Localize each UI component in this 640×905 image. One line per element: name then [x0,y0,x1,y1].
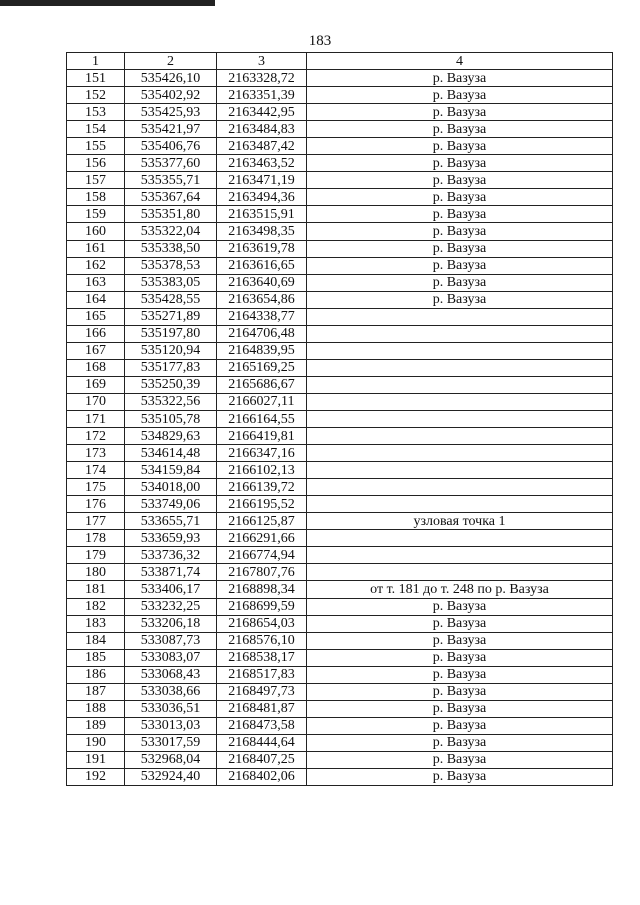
y-coordinate-cell: 2166027,11 [217,393,307,410]
x-coordinate-cell: 533406,17 [125,581,217,598]
point-number-cell: 167 [67,342,125,359]
table-row [67,138,613,155]
point-number-cell: 173 [67,445,125,462]
x-coordinate-cell: 533232,25 [125,598,217,615]
description-cell: р. Вазуза [307,768,613,785]
point-number-cell: 184 [67,632,125,649]
x-coordinate-cell: 535402,92 [125,87,217,104]
description-cell: р. Вазуза [307,598,613,615]
x-coordinate-cell: 533087,73 [125,632,217,649]
x-coordinate-cell: 533655,71 [125,513,217,530]
x-coordinate-cell: 533659,93 [125,530,217,547]
table-row [67,530,613,547]
table-row [67,393,613,410]
table-row [67,632,613,649]
y-coordinate-cell: 2166102,13 [217,462,307,479]
y-coordinate-cell: 2166774,94 [217,547,307,564]
description-cell [307,479,613,496]
point-number-cell: 152 [67,87,125,104]
description-cell: р. Вазуза [307,240,613,257]
y-coordinate-cell: 2166419,81 [217,428,307,445]
x-coordinate-cell: 535377,60 [125,155,217,172]
x-coordinate-cell: 533736,32 [125,547,217,564]
description-cell: р. Вазуза [307,734,613,751]
description-cell: р. Вазуза [307,615,613,632]
table-row [67,257,613,274]
point-number-cell: 176 [67,496,125,513]
y-coordinate-cell: 2168481,87 [217,700,307,717]
description-cell: р. Вазуза [307,138,613,155]
x-coordinate-cell: 533017,59 [125,734,217,751]
point-number-cell: 154 [67,121,125,138]
point-number-cell: 188 [67,700,125,717]
x-coordinate-cell: 535426,10 [125,70,217,87]
description-cell [307,496,613,513]
point-number-cell: 162 [67,257,125,274]
point-number-cell: 165 [67,308,125,325]
x-coordinate-cell: 534159,84 [125,462,217,479]
y-coordinate-cell: 2163616,65 [217,257,307,274]
description-cell: р. Вазуза [307,700,613,717]
point-number-cell: 177 [67,513,125,530]
x-coordinate-cell: 532968,04 [125,751,217,768]
description-cell [307,462,613,479]
y-coordinate-cell: 2163654,86 [217,291,307,308]
table-row [67,462,613,479]
x-coordinate-cell: 535120,94 [125,342,217,359]
y-coordinate-cell: 2163498,35 [217,223,307,240]
y-coordinate-cell: 2166195,52 [217,496,307,513]
table-row [67,717,613,734]
description-cell [307,530,613,547]
table-row [67,206,613,223]
table-row [67,734,613,751]
description-cell: р. Вазуза [307,87,613,104]
x-coordinate-cell: 535378,53 [125,257,217,274]
point-number-cell: 192 [67,768,125,785]
point-number-cell: 182 [67,598,125,615]
point-number-cell: 163 [67,274,125,291]
header-col-2: 2 [125,53,217,70]
x-coordinate-cell: 535338,50 [125,240,217,257]
description-cell: р. Вазуза [307,666,613,683]
table-row [67,189,613,206]
point-number-cell: 185 [67,649,125,666]
y-coordinate-cell: 2163494,36 [217,189,307,206]
table-row [67,615,613,632]
point-number-cell: 175 [67,479,125,496]
table-body [67,70,613,786]
table-row [67,445,613,462]
description-cell [307,342,613,359]
point-number-cell: 180 [67,564,125,581]
description-cell: р. Вазуза [307,649,613,666]
table-row [67,155,613,172]
x-coordinate-cell: 533871,74 [125,564,217,581]
point-number-cell: 189 [67,717,125,734]
table-row [67,513,613,530]
y-coordinate-cell: 2163484,83 [217,121,307,138]
description-cell [307,428,613,445]
x-coordinate-cell: 535421,97 [125,121,217,138]
header-col-4: 4 [307,53,613,70]
x-coordinate-cell: 534018,00 [125,479,217,496]
point-number-cell: 186 [67,666,125,683]
description-cell: р. Вазуза [307,257,613,274]
point-number-cell: 153 [67,104,125,121]
table-row [67,325,613,342]
y-coordinate-cell: 2168517,83 [217,666,307,683]
x-coordinate-cell: 535105,78 [125,410,217,427]
table-row [67,223,613,240]
y-coordinate-cell: 2168654,03 [217,615,307,632]
point-number-cell: 183 [67,615,125,632]
y-coordinate-cell: 2163471,19 [217,172,307,189]
table-row [67,308,613,325]
table-row [67,121,613,138]
table-row [67,172,613,189]
y-coordinate-cell: 2165686,67 [217,376,307,393]
description-cell: р. Вазуза [307,155,613,172]
description-cell: р. Вазуза [307,70,613,87]
table-row [67,496,613,513]
table-row [67,683,613,700]
table-row [67,564,613,581]
x-coordinate-cell: 533068,43 [125,666,217,683]
description-cell: р. Вазуза [307,121,613,138]
y-coordinate-cell: 2168576,10 [217,632,307,649]
y-coordinate-cell: 2168473,58 [217,717,307,734]
table-row [67,410,613,427]
x-coordinate-cell: 533749,06 [125,496,217,513]
description-cell [307,359,613,376]
y-coordinate-cell: 2163351,39 [217,87,307,104]
table-row [67,342,613,359]
description-cell: р. Вазуза [307,223,613,240]
table-row [67,700,613,717]
table-row [67,751,613,768]
y-coordinate-cell: 2166125,87 [217,513,307,530]
x-coordinate-cell: 535367,64 [125,189,217,206]
point-number-cell: 174 [67,462,125,479]
description-cell: р. Вазуза [307,632,613,649]
y-coordinate-cell: 2166164,55 [217,410,307,427]
y-coordinate-cell: 2168497,73 [217,683,307,700]
header-col-1: 1 [67,53,125,70]
point-number-cell: 151 [67,70,125,87]
x-coordinate-cell: 533013,03 [125,717,217,734]
description-cell [307,325,613,342]
description-cell [307,393,613,410]
x-coordinate-cell: 535351,80 [125,206,217,223]
x-coordinate-cell: 535250,39 [125,376,217,393]
description-cell: р. Вазуза [307,172,613,189]
point-number-cell: 178 [67,530,125,547]
point-number-cell: 169 [67,376,125,393]
point-number-cell: 172 [67,428,125,445]
table-header-row [67,53,613,70]
x-coordinate-cell: 535177,83 [125,359,217,376]
point-number-cell: 170 [67,393,125,410]
y-coordinate-cell: 2165169,25 [217,359,307,376]
x-coordinate-cell: 534614,48 [125,445,217,462]
point-number-cell: 159 [67,206,125,223]
table-row [67,104,613,121]
point-number-cell: 191 [67,751,125,768]
y-coordinate-cell: 2163487,42 [217,138,307,155]
table-row [67,359,613,376]
x-coordinate-cell: 535355,71 [125,172,217,189]
point-number-cell: 155 [67,138,125,155]
y-coordinate-cell: 2163463,52 [217,155,307,172]
x-coordinate-cell: 535322,56 [125,393,217,410]
table-row [67,240,613,257]
y-coordinate-cell: 2164706,48 [217,325,307,342]
description-cell [307,410,613,427]
y-coordinate-cell: 2164338,77 [217,308,307,325]
table-row [67,376,613,393]
point-number-cell: 179 [67,547,125,564]
point-number-cell: 160 [67,223,125,240]
y-coordinate-cell: 2163619,78 [217,240,307,257]
point-number-cell: 158 [67,189,125,206]
description-cell: р. Вазуза [307,717,613,734]
header-col-3: 3 [217,53,307,70]
table-row [67,666,613,683]
description-cell: узловая точка 1 [307,513,613,530]
point-number-cell: 166 [67,325,125,342]
description-cell: р. Вазуза [307,189,613,206]
point-number-cell: 171 [67,410,125,427]
x-coordinate-cell: 535428,55 [125,291,217,308]
table-row [67,598,613,615]
y-coordinate-cell: 2168407,25 [217,751,307,768]
point-number-cell: 156 [67,155,125,172]
x-coordinate-cell: 535271,89 [125,308,217,325]
x-coordinate-cell: 533038,66 [125,683,217,700]
description-cell: р. Вазуза [307,751,613,768]
description-cell [307,564,613,581]
description-cell [307,445,613,462]
x-coordinate-cell: 533083,07 [125,649,217,666]
table-row [67,547,613,564]
table-row [67,768,613,785]
point-number-cell: 181 [67,581,125,598]
x-coordinate-cell: 535322,04 [125,223,217,240]
y-coordinate-cell: 2164839,95 [217,342,307,359]
y-coordinate-cell: 2166139,72 [217,479,307,496]
x-coordinate-cell: 533206,18 [125,615,217,632]
y-coordinate-cell: 2163442,95 [217,104,307,121]
y-coordinate-cell: 2168538,17 [217,649,307,666]
point-number-cell: 190 [67,734,125,751]
description-cell: р. Вазуза [307,274,613,291]
table-row [67,87,613,104]
x-coordinate-cell: 535383,05 [125,274,217,291]
page-number: 183 [308,33,332,49]
y-coordinate-cell: 2168444,64 [217,734,307,751]
x-coordinate-cell: 535425,93 [125,104,217,121]
y-coordinate-cell: 2163328,72 [217,70,307,87]
point-number-cell: 157 [67,172,125,189]
y-coordinate-cell: 2166347,16 [217,445,307,462]
description-cell [307,547,613,564]
x-coordinate-cell: 535406,76 [125,138,217,155]
point-number-cell: 187 [67,683,125,700]
x-coordinate-cell: 534829,63 [125,428,217,445]
y-coordinate-cell: 2168402,06 [217,768,307,785]
point-number-cell: 161 [67,240,125,257]
point-number-cell: 168 [67,359,125,376]
scan-edge-mark [0,0,215,6]
y-coordinate-cell: 2163515,91 [217,206,307,223]
table-row [67,649,613,666]
y-coordinate-cell: 2166291,66 [217,530,307,547]
description-cell: от т. 181 до т. 248 по р. Вазуза [307,581,613,598]
y-coordinate-cell: 2167807,76 [217,564,307,581]
table-row [67,479,613,496]
description-cell [307,376,613,393]
table-row [67,581,613,598]
coordinates-table [66,52,613,786]
description-cell: р. Вазуза [307,683,613,700]
table-row [67,291,613,308]
description-cell: р. Вазуза [307,206,613,223]
y-coordinate-cell: 2163640,69 [217,274,307,291]
x-coordinate-cell: 533036,51 [125,700,217,717]
table-row [67,428,613,445]
y-coordinate-cell: 2168898,34 [217,581,307,598]
x-coordinate-cell: 532924,40 [125,768,217,785]
description-cell [307,308,613,325]
description-cell: р. Вазуза [307,104,613,121]
description-cell: р. Вазуза [307,291,613,308]
y-coordinate-cell: 2168699,59 [217,598,307,615]
table-row [67,274,613,291]
point-number-cell: 164 [67,291,125,308]
x-coordinate-cell: 535197,80 [125,325,217,342]
table-row [67,70,613,87]
